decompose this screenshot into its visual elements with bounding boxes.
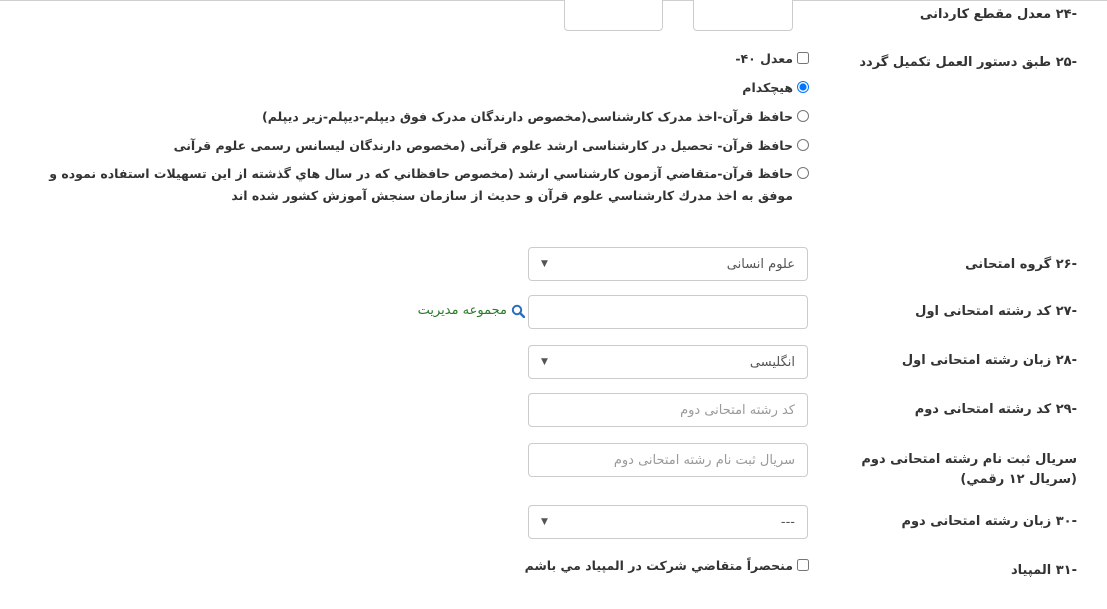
gpa-40-checkbox[interactable] [797, 52, 809, 64]
search-icon [511, 304, 525, 318]
management-collection-link[interactable] [418, 303, 525, 318]
second-field-code-label: -۲۹ کد رشته امتحانی دوم [914, 402, 1077, 417]
second-field-language-label: -۳۰ زبان رشته امتحانی دوم [901, 514, 1077, 529]
gpa-40-option[interactable] [735, 48, 809, 70]
radio-quran-masters[interactable] [174, 135, 809, 157]
radio-quran-masters-text: حافظ قرآن- تحصيل در کارشناسی ارشد علوم قرآنی (مخصوص دارندگان ليسانس رسمی علوم قرآنی [173, 138, 793, 153]
olympiad-text: منحصراً متقاضي شرکت در المپياد مي باشم [524, 558, 793, 573]
gpa-associate-label: -۲۴ معدل مقطع کاردانی [919, 7, 1077, 22]
caret-down-icon: ▼ [541, 517, 548, 527]
first-field-language-value: انگلیسی [749, 354, 795, 370]
radio-quran-bachelor[interactable] [262, 106, 809, 128]
exam-group-label: -۲۶ گروه امتحانی [965, 257, 1077, 272]
second-field-code-input[interactable] [528, 393, 808, 427]
radio-quran-applicant[interactable] [13, 163, 809, 207]
first-field-language-select[interactable] [528, 345, 808, 379]
radio-none-text: هيچكدام [742, 80, 793, 95]
radio-quran-bachelor-input[interactable] [797, 110, 809, 122]
first-field-code-label: -۲۷ کد رشته امتحانی اول [915, 304, 1077, 319]
exam-group-value: علوم انسانی [726, 256, 795, 272]
second-field-serial-label: سریال ثبت نام رشته امتحانی دوم (سریال ۱۲ رقمي) [861, 452, 1077, 487]
radio-quran-masters-input[interactable] [797, 139, 809, 151]
exam-group-select[interactable] [528, 247, 808, 281]
second-field-language-select[interactable] [528, 505, 808, 539]
olympiad-checkbox[interactable] [797, 559, 809, 571]
second-field-language-value: --- [780, 514, 795, 530]
instruction-label: -۲۵ طبق دستور العمل تکمیل گردد [859, 55, 1077, 70]
gpa-40-text: معدل ۴۰- [735, 51, 793, 66]
radio-none-input[interactable] [797, 81, 809, 93]
caret-down-icon: ▼ [541, 357, 548, 367]
gpa-associate-input-2[interactable] [564, 0, 663, 31]
management-collection-text: مجموعه مديريت [417, 303, 507, 318]
first-field-code-input[interactable] [528, 295, 808, 329]
top-divider [0, 0, 1107, 1]
radio-quran-applicant-input[interactable] [797, 167, 809, 179]
gpa-associate-input-1[interactable] [693, 0, 793, 31]
radio-quran-bachelor-text: حافظ قرآن-اخذ مدرک کارشناسی(مخصوص دارندگان مدرک فوق ديپلم-ديپلم-زير ديپلم) [262, 109, 793, 124]
radio-quran-applicant-text: حافظ قرآن-متقاضي آزمون كارشناسي ارشد (مخصوص حافظاني كه در سال هاي گذشته از اين تسهيلات استفاده نموده و موفق به اخذ مدرك كارشناسي علوم قرآن و حديث از سازمان سنجش آموزش كشور شده اند [49, 166, 793, 203]
caret-down-icon: ▼ [541, 259, 548, 269]
olympiad-label: -۳۱ المپیاد [1010, 563, 1077, 578]
first-field-language-label: -۲۸ زبان رشته امتحانی اول [901, 353, 1077, 368]
radio-none[interactable] [742, 77, 809, 99]
second-field-serial-input[interactable] [528, 443, 808, 477]
olympiad-option[interactable] [525, 555, 809, 577]
